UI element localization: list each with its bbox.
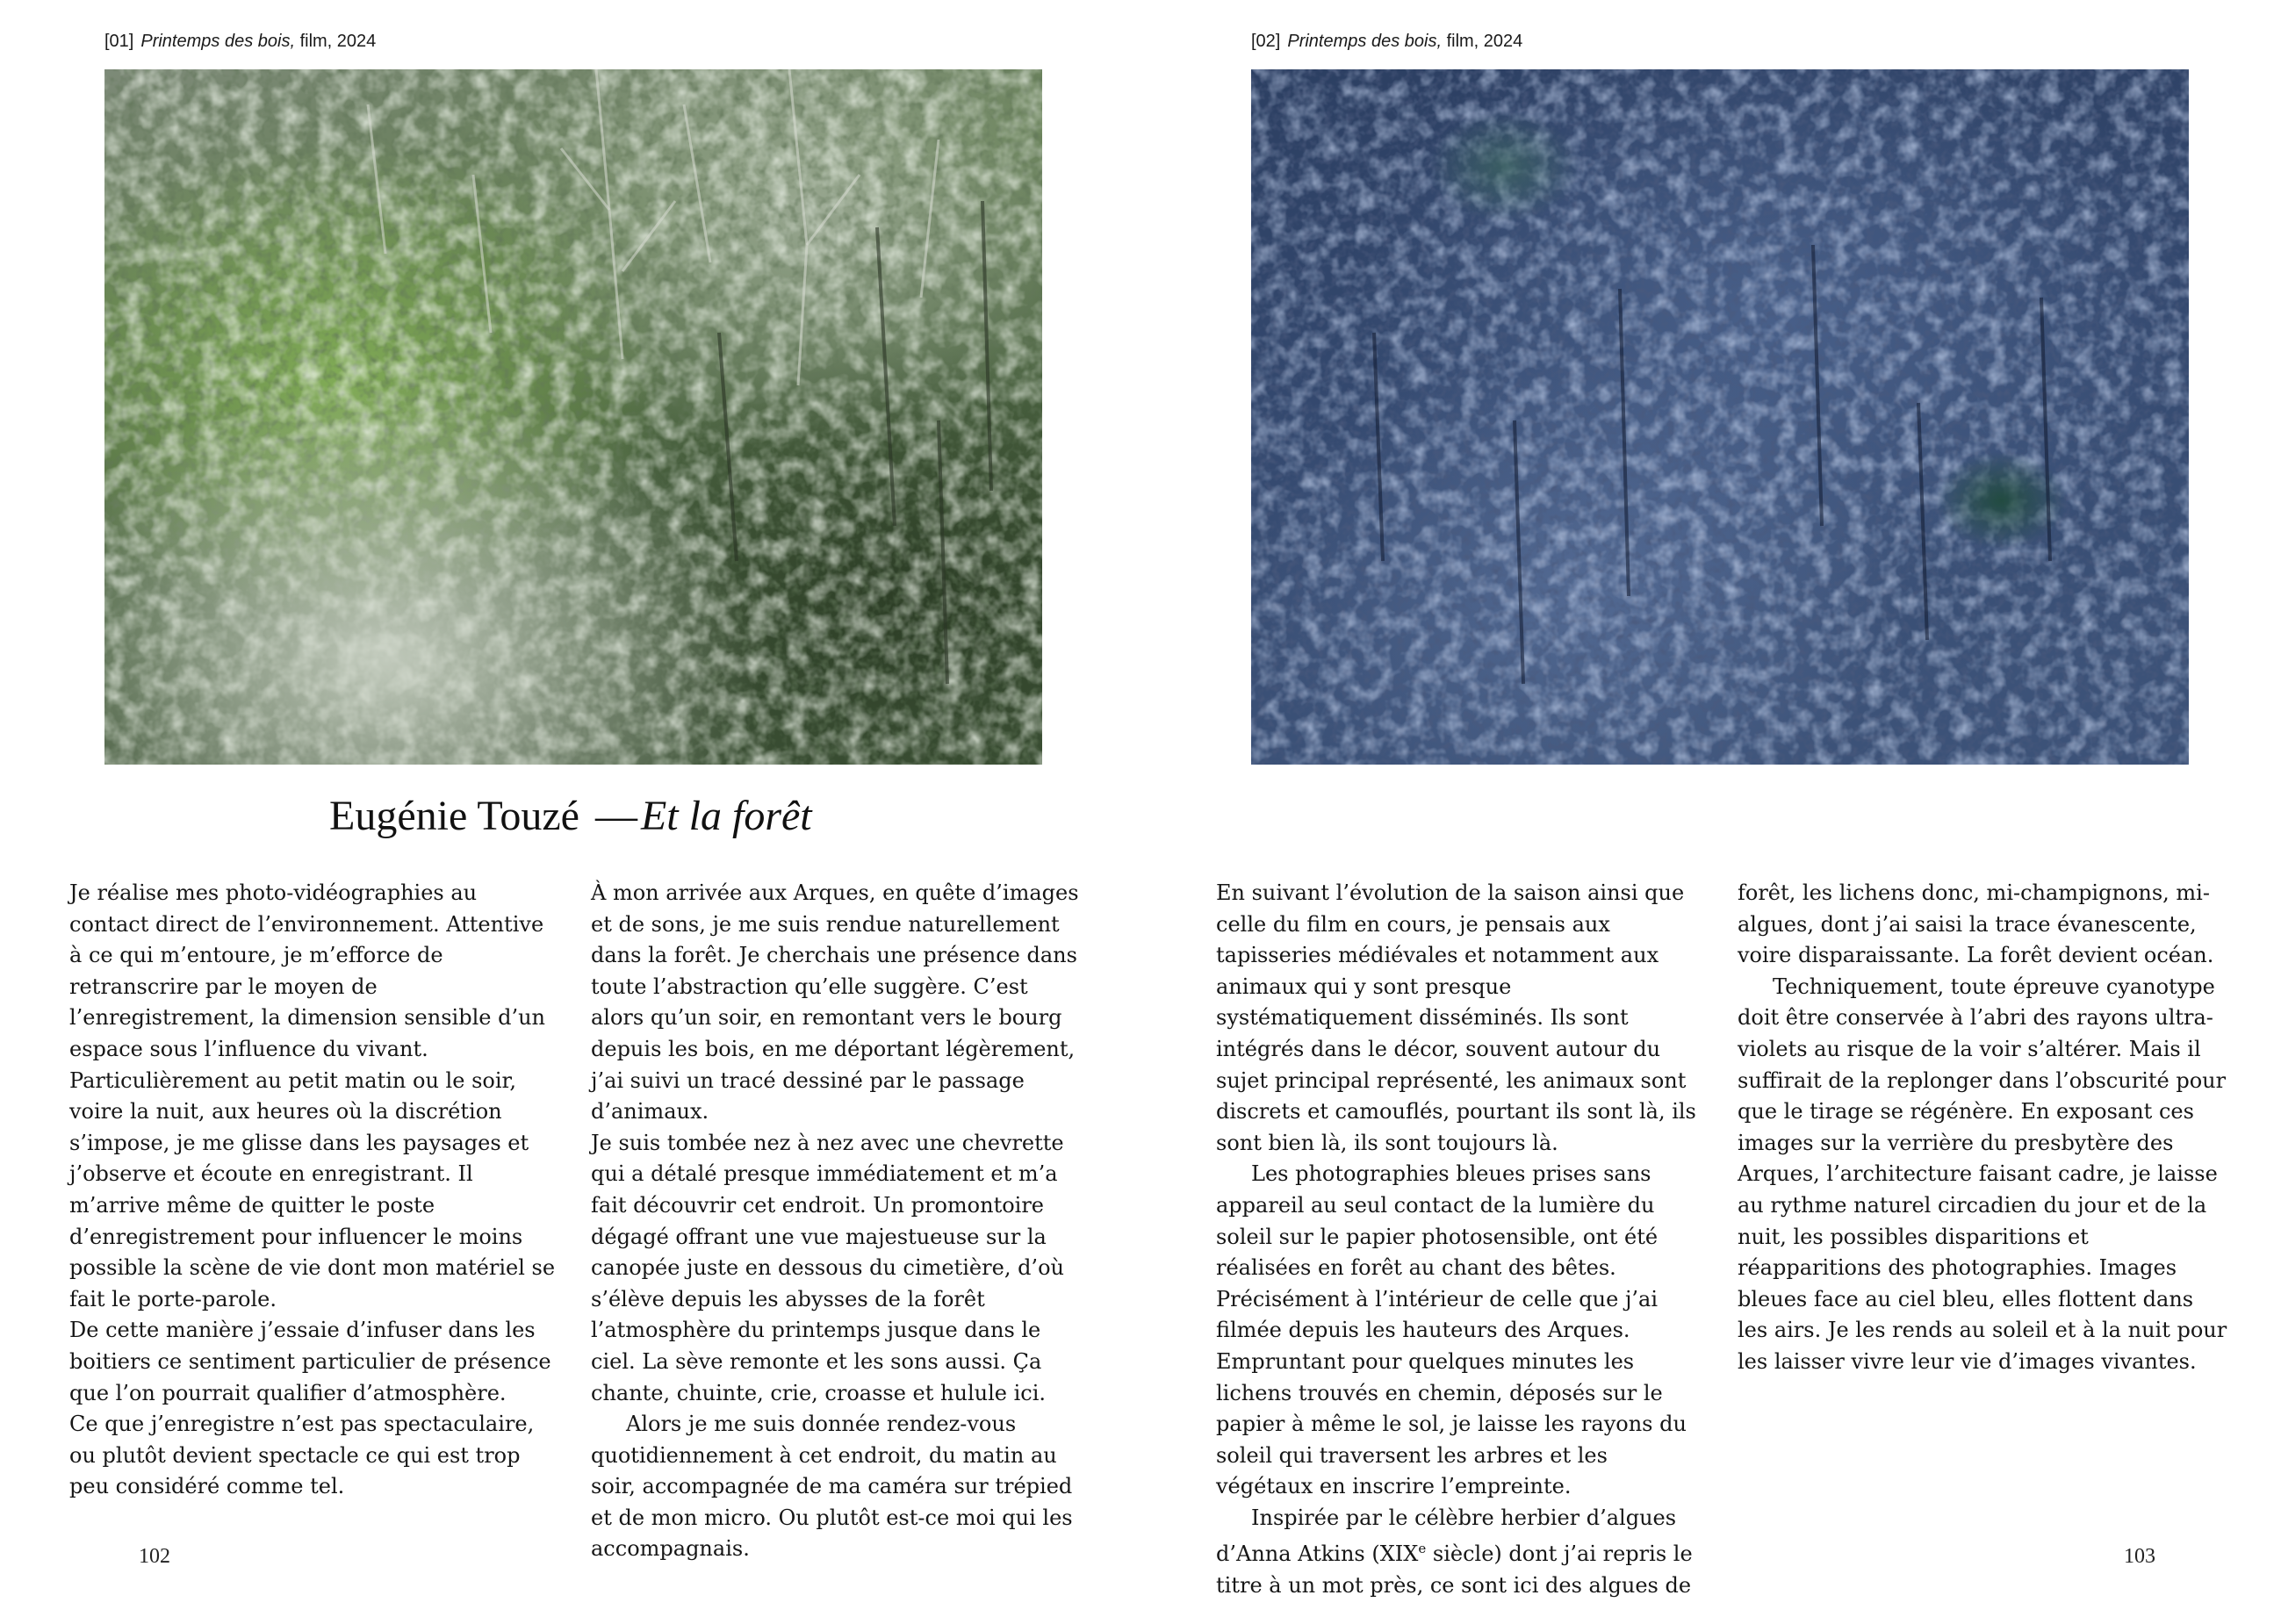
col1-paragraph-1: Je réalise mes photo-vidéographies au contact direct de l’environnement. Attentive à ce qui m’entoure, je m’efforce de retranscrire par le moyen de l’enregistrement, la dimension sensible d’un espace sous l’influence du vivant. Particulièrement au petit matin ou le soir, voire la nuit, aux heures où la discrétion s’impose, je me glisse dans les paysages et j’observe et écoute en enregistrant. Il m’arrive même de quitter le poste d’enregistrement pour influencer le moins possible la scène de vie dont mon matériel se fait le porte-parole.	[69, 880, 556, 1311]
text-column-2	[591, 878, 1083, 1565]
left-page	[0, 0, 1140, 1624]
col3-paragraph-3-start: Inspirée par le célèbre herbier d’algues d’Anna Atkins (XIX	[1216, 1505, 1677, 1567]
col2-paragraph-1: À mon arrivée aux Arques, en quête d’images et de sons, je me suis rendue naturellement dans la forêt. Je cherchais une présence dans toute l’abstraction qu’elle suggère. C’est alors qu’un soir, en remontant vers le bourg depuis les bois, en me déportant légèrement, j’ai suivi un tracé dessiné par le passage d’animaux.	[591, 880, 1079, 1125]
text-column-3	[1216, 878, 1708, 1602]
col4-paragraph-1: forêt, les lichens donc, mi-champignons, mi-algues, dont j’ai saisi la trace évanescente, voire disparaissante. La forêt devient océan.	[1738, 880, 2214, 968]
col1-paragraph-3: Ce que j’enregistre n’est pas spectaculaire, ou plutôt devient spectacle ce qui est trop peu considéré comme tel.	[69, 1412, 535, 1499]
caption-number: [01]	[104, 32, 134, 51]
article-heading	[329, 792, 812, 840]
photo-caption-01	[104, 32, 376, 52]
forest-photo-green	[104, 69, 1042, 765]
page-number-right: 103	[2124, 1545, 2155, 1568]
forest-green-image	[104, 69, 1042, 765]
text-column-1	[69, 878, 561, 1503]
text-column-4	[1738, 878, 2229, 1378]
page-number-left: 102	[139, 1545, 170, 1568]
col3-paragraph-1: En suivant l’évolution de la saison ainsi que celle du film en cours, je pensais aux tapisseries médiévales et notamment aux animaux qui y sont presque systématiquement disséminés. Ils sont intégrés dans le décor, souvent autour du sujet principal représenté, les animaux sont discrets et camouflés, pourtant ils sont là, ils sont bien là, ils sont toujours là.	[1216, 880, 1696, 1155]
col1-paragraph-2: De cette manière j’essaie d’infuser dans les boitiers ce sentiment particulier de présence que l’on pourrait qualifier d’atmosphère.	[69, 1318, 551, 1405]
forest-photo-blue	[1251, 69, 2189, 765]
col3-paragraph-3-end: siècle) dont j’ai repris le titre à un mot près, ce sont ici des algues de	[1216, 1541, 1693, 1599]
col4-paragraph-2: Techniquement, toute épreuve cyanotype doit être conservée à l’abri des rayons ultra-violets au risque de la voir s’altérer. Mais il suffirait de la replonger dans l’obscurité pour que le tirage se régénère. En exposant ces images sur la verrière du presbytère des Arques, l’architecture faisant cadre, je laisse au rythme naturel circadien du jour et de la nuit, les possibles disparitions et réapparitions des photographies. Images bleues face au ciel bleu, elles flottent dans les airs. Je les rends au soleil et à la nuit pour les laisser vivre leur vie d’images vivantes.	[1738, 974, 2227, 1374]
col3-paragraph-3	[1216, 1503, 1708, 1602]
work-title: Et la forêt	[640, 793, 812, 839]
heading-dash: —	[594, 793, 637, 839]
right-page	[1140, 0, 2281, 1624]
caption-number: [02]	[1251, 32, 1281, 51]
century-superscript: e	[1418, 1541, 1427, 1557]
caption-details: film, 2024	[1446, 32, 1523, 51]
artist-name: Eugénie Touzé	[329, 793, 579, 839]
caption-title: Printemps des bois,	[140, 32, 295, 51]
col3-paragraph-2: Les photographies bleues prises sans appareil au seul contact de la lumière du soleil sur le papier photosensible, ont été réalisées en forêt au chant des bêtes. Précisément à l’intérieur de celle que j’ai filmée depuis les hauteurs des Arques. Empruntant pour quelques minutes les lichens trouvés en chemin, déposés sur le papier à même le sol, je laisse les rayons du soleil qui traversent les arbres et les végétaux en inscrire l’empreinte.	[1216, 1161, 1687, 1499]
caption-details: film, 2024	[299, 32, 377, 51]
photo-caption-02	[1251, 32, 1522, 52]
col2-paragraph-2: Je suis tombée nez à nez avec une chevrette qui a détalé presque immédiatement et m’a fait découvrir cet endroit. Un promontoire dégagé offrant une vue majestueuse sur la canopée juste en dessous du cimetière, d’où s’élève depuis les abysses de la forêt l’atmosphère du printemps jusque dans le ciel. La sève remonte et les sons aussi. Ça chante, chuinte, crie, croasse et hulule ici.	[591, 1130, 1064, 1405]
caption-title: Printemps des bois,	[1287, 32, 1442, 51]
col2-paragraph-3: Alors je me suis donnée rendez-vous quotidiennement à cet endroit, du matin au soir, accompagnée de ma caméra sur trépied et de mon micro. Ou plutôt est-ce moi qui les accompagnais.	[591, 1412, 1073, 1562]
forest-blue-image	[1251, 69, 2189, 765]
